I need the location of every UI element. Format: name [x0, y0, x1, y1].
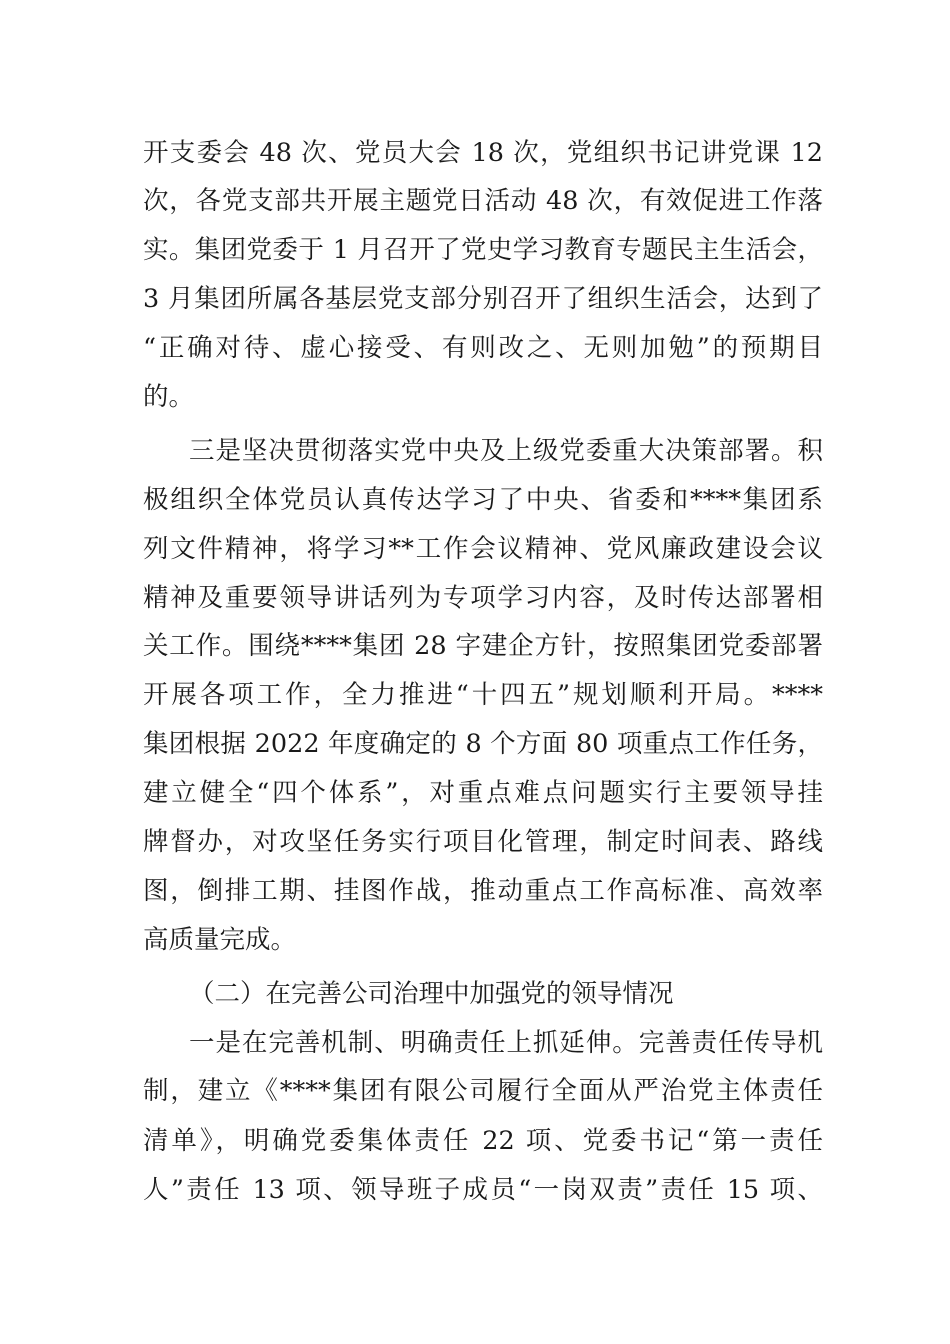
- text-line-22: 人”责任 13 项、领导班子成员“一岗双责”责任 15 项、: [143, 1175, 823, 1205]
- text-line-5: “正确对待、虚心接受、有则改之、无则加勉”的预期目: [143, 333, 823, 363]
- text-line-20: 制，建立《****集团有限公司履行全面从严治党主体责任: [143, 1076, 823, 1106]
- text-line-2: 次，各党支部共开展主题党日活动 48 次，有效促进工作落: [143, 186, 823, 216]
- paragraph-3-line-1: 三是坚决贯彻落实党中央及上级党委重大决策部署。积: [189, 436, 823, 466]
- text-line-16: 图，倒排工期、挂图作战，推动重点工作高标准、高效率: [143, 876, 823, 906]
- text-line-11: 关工作。围绕****集团 28 字建企方针，按照集团党委部署: [143, 631, 823, 661]
- text-line-3: 实。集团党委于 1 月召开了党史学习教育专题民主生活会，: [143, 235, 823, 265]
- text-line-15: 牌督办，对攻坚任务实行项目化管理，制定时间表、路线: [143, 827, 823, 857]
- text-line-10: 精神及重要领导讲话列为专项学习内容，及时传达部署相: [143, 583, 823, 613]
- text-line-13: 集团根据 2022 年度确定的 8 个方面 80 项重点工作任务，: [143, 729, 823, 759]
- text-line-8: 极组织全体党员认真传达学习了中央、省委和****集团系: [143, 485, 823, 515]
- section-heading: （二）在完善公司治理中加强党的领导情况: [189, 979, 674, 1009]
- paragraph-4-line-1: 一是在完善机制、明确责任上抓延伸。完善责任传导机: [189, 1028, 823, 1058]
- text-line-1: 开支委会 48 次、党员大会 18 次，党组织书记讲党课 12: [143, 138, 823, 168]
- text-line-14: 建立健全“四个体系”，对重点难点问题实行主要领导挂: [143, 778, 823, 808]
- text-line-12: 开展各项工作，全力推进“十四五”规划顺利开局。****: [143, 680, 823, 710]
- text-line-17: 高质量完成。: [143, 925, 297, 955]
- text-line-6: 的。: [143, 382, 195, 412]
- text-line-4: 3 月集团所属各基层党支部分别召开了组织生活会，达到了: [143, 284, 823, 314]
- text-line-21: 清单》，明确党委集体责任 22 项、党委书记“第一责任: [143, 1126, 823, 1156]
- text-line-9: 列文件精神，将学习**工作会议精神、党风廉政建设会议: [143, 534, 823, 564]
